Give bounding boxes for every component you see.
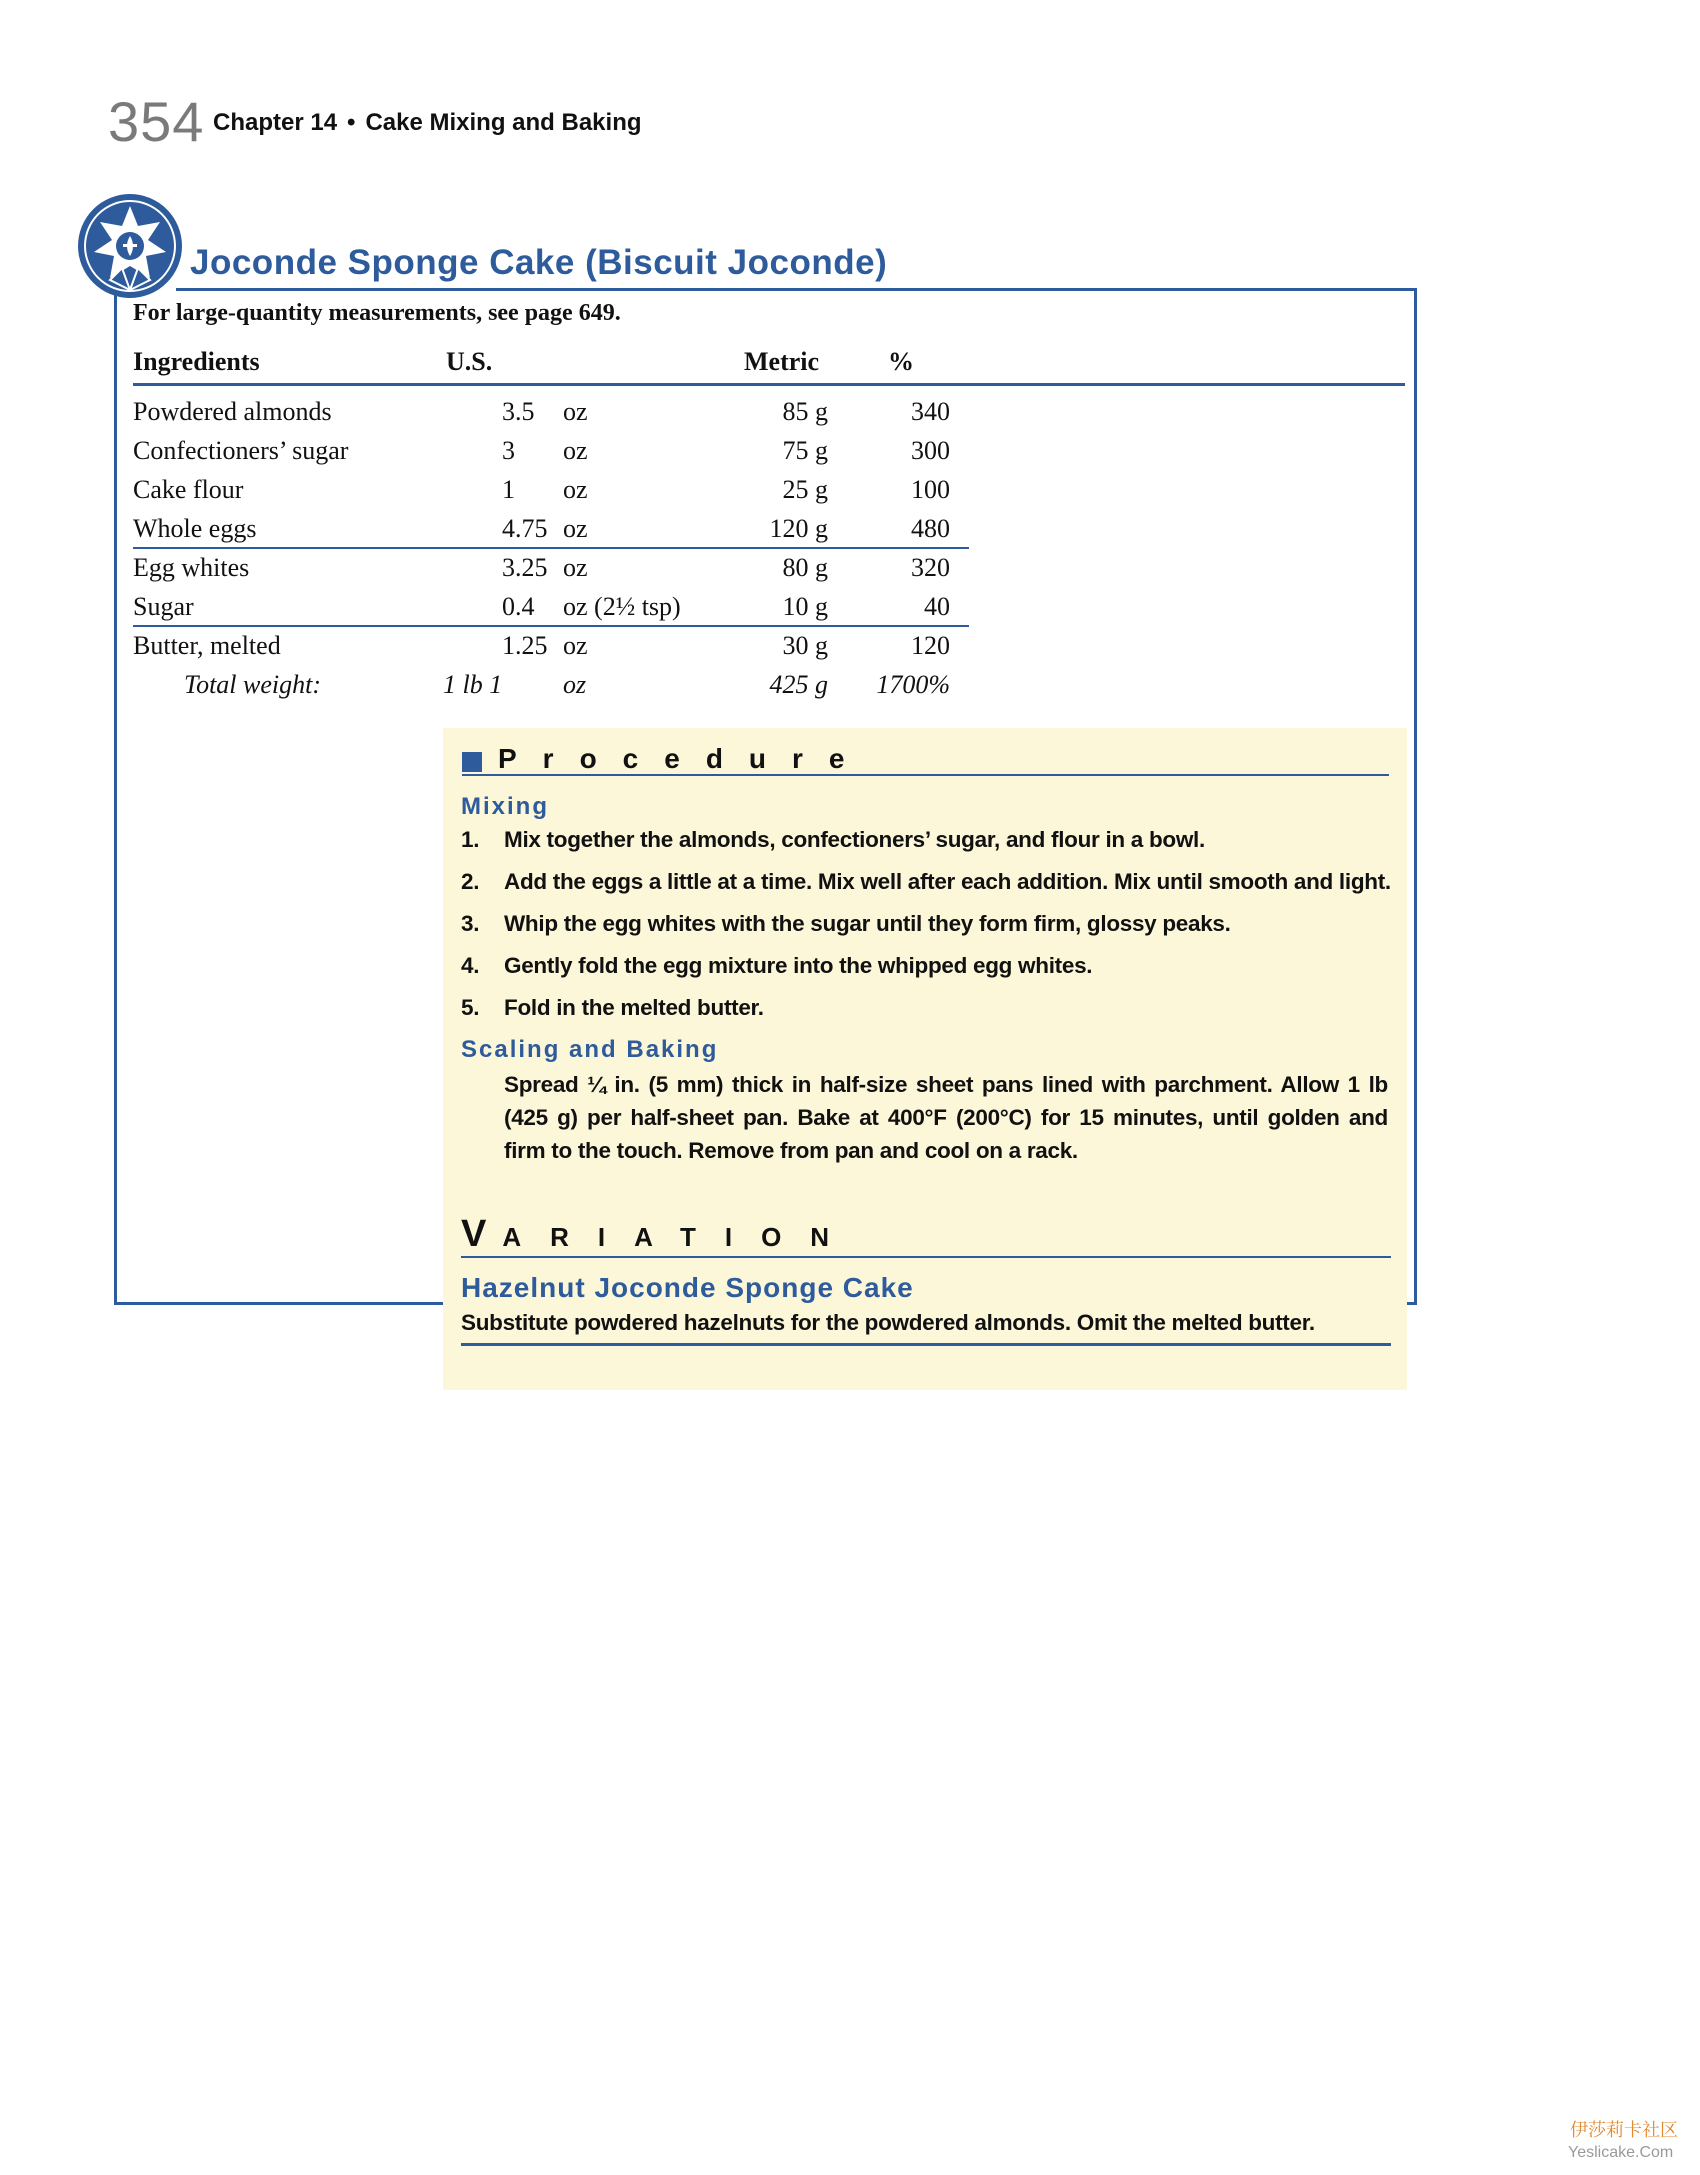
ingredient-us-unit: oz: [563, 436, 588, 465]
step-text: Add the eggs a little at a time. Mix well after each addition. Mix until smooth and light.: [504, 869, 1391, 894]
procedure-step: [461, 903, 1391, 945]
ingredient-metric: 25 g: [782, 475, 828, 504]
ingredient-us-qty: 0.4: [502, 592, 535, 621]
procedure-step: [461, 987, 1391, 1029]
ingredient-row: [0, 626, 1000, 665]
ingredient-us-qty: 1: [502, 475, 515, 504]
step-text: Whip the egg whites with the sugar until they form firm, glossy peaks.: [504, 911, 1231, 936]
ingredient-percent: 120: [911, 631, 950, 660]
ingredient-name: Egg whites: [133, 553, 250, 582]
step-text: Fold in the melted butter.: [504, 995, 764, 1020]
measurement-note: For large-quantity measurements, see page 649.: [133, 300, 621, 326]
variation-heading-initial: V: [461, 1213, 487, 1255]
procedure-step: [461, 819, 1391, 861]
running-head: [213, 108, 642, 138]
procedure-step: [461, 945, 1391, 987]
step-number: 5.: [461, 995, 480, 1020]
variation-title: Hazelnut Joconde Sponge Cake: [461, 1272, 914, 1303]
ingredient-name: Sugar: [133, 592, 194, 621]
ingredient-percent: 320: [911, 553, 950, 582]
ingredient-name: Cake flour: [133, 475, 244, 504]
ingredient-row: [0, 392, 1000, 431]
cordon-bleu-seal-icon: [76, 192, 184, 300]
ingredient-us-qty: 3.25: [502, 553, 548, 582]
page-number: 354: [108, 90, 205, 153]
step-number: 1.: [461, 827, 480, 852]
recipe-title: Joconde Sponge Cake (Biscuit Joconde): [190, 243, 888, 282]
procedure-step: [461, 861, 1391, 903]
col-header-metric: Metric: [744, 347, 820, 376]
procedure-heading-text: Procedure: [498, 743, 871, 774]
recipe-frame-top-rule: [176, 288, 1417, 291]
step-number: 4.: [461, 953, 480, 978]
variation-heading-rest: ARIATION: [502, 1222, 859, 1252]
ingredient-name: Powdered almonds: [133, 397, 332, 426]
step-text: Mix together the almonds, confectioners’ sugar, and flour in a bowl.: [504, 827, 1205, 852]
total-us-qty: 1 lb 1: [443, 670, 503, 699]
square-bullet-icon: [462, 752, 482, 772]
total-metric: 425 g: [769, 670, 828, 699]
ingredient-name: Whole eggs: [133, 514, 257, 543]
ingredient-metric: 85 g: [782, 397, 828, 426]
bullet-separator: •: [347, 109, 356, 136]
ingredient-metric: 10 g: [782, 592, 828, 621]
ingredient-us-qty: 3: [502, 436, 515, 465]
ingredient-us-qty: 3.5: [502, 397, 535, 426]
ingredient-us-unit: oz: [563, 631, 588, 660]
ingredient-name: Butter, melted: [133, 631, 281, 660]
ingredient-metric: 75 g: [782, 436, 828, 465]
scaling-heading: Scaling and Baking: [461, 1036, 719, 1063]
ingredient-metric: 120 g: [769, 514, 828, 543]
step-number: 2.: [461, 869, 480, 894]
ingredient-us-unit: oz: [563, 397, 588, 426]
mixing-heading: Mixing: [461, 793, 549, 820]
ingredient-row: [0, 470, 1000, 509]
total-label: Total weight:: [184, 670, 322, 699]
ingredient-percent: 40: [924, 592, 950, 621]
ingredient-us-qty: 4.75: [502, 514, 548, 543]
ingredient-name: Confectioners’ sugar: [133, 436, 349, 465]
table-header-rule: [133, 383, 1405, 386]
total-us-unit: oz: [563, 670, 587, 699]
procedure-rule: [462, 774, 1389, 776]
col-header-us: U.S.: [446, 347, 493, 376]
watermark-site: Yeslicake.Com: [1568, 2144, 1674, 2161]
variation-text: Substitute powdered hazelnuts for the powdered almonds. Omit the melted butter.: [461, 1310, 1315, 1335]
col-header-percent: %: [888, 347, 914, 376]
watermark-cn: 伊莎莉卡社区: [1570, 2120, 1678, 2141]
ingredient-row: [0, 548, 1000, 587]
ingredient-us-qty: 1.25: [502, 631, 548, 660]
total-percent: 1700%: [876, 670, 950, 699]
step-text: Gently fold the egg mixture into the whipped egg whites.: [504, 953, 1093, 978]
ingredient-percent: 480: [911, 514, 950, 543]
ingredient-metric: 80 g: [782, 553, 828, 582]
ingredient-percent: 340: [911, 397, 950, 426]
ingredient-percent: 100: [911, 475, 950, 504]
section-label: Cake Mixing and Baking: [365, 109, 642, 136]
scaling-text: Spread ¼ in. (5 mm) thick in half-size sheet pans lined with parchment. Allow 1 lb (425 g) per half-sheet pan. Bake at 400°F (200°C) for 15 minutes, until golden and firm to the touch. Remove from pan and cool on a rack.: [504, 1072, 1388, 1163]
ingredient-row: [0, 431, 1000, 470]
step-number: 3.: [461, 911, 480, 936]
ingredient-row: [0, 587, 1000, 626]
ingredient-us-unit: oz: [563, 514, 588, 543]
ingredient-percent: 300: [911, 436, 950, 465]
ingredient-us-unit: oz: [563, 475, 588, 504]
total-row: [0, 665, 1000, 704]
ingredient-metric: 30 g: [782, 631, 828, 660]
variation-rule: [461, 1256, 1391, 1258]
variation-bottom-rule: [461, 1343, 1391, 1346]
chapter-label: Chapter 14: [213, 109, 338, 136]
ingredient-us-unit: oz (2½ tsp): [563, 592, 681, 621]
ingredient-us-unit: oz: [563, 553, 588, 582]
ingredient-row: [0, 509, 1000, 548]
col-header-ingredients: Ingredients: [133, 347, 260, 376]
